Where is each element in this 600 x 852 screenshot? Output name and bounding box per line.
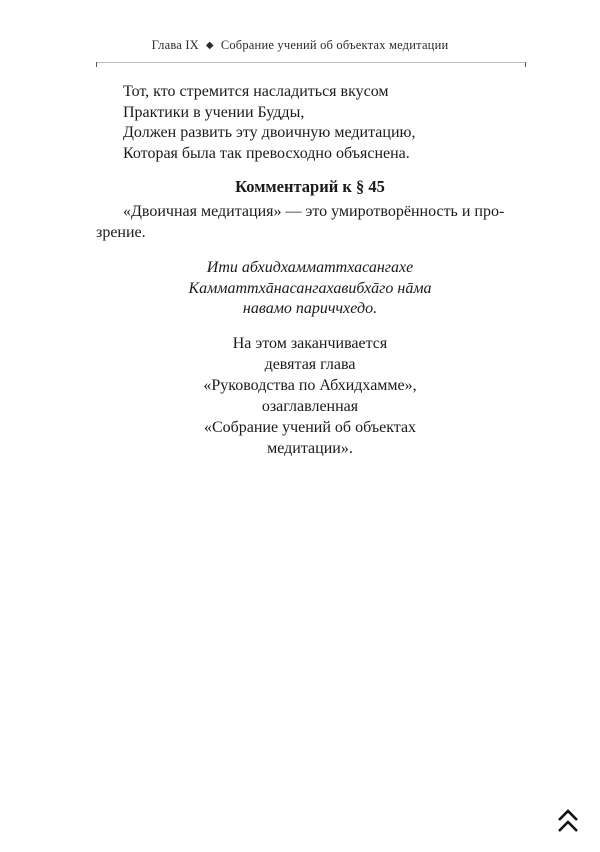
header-chapter: Глава IX	[151, 38, 199, 52]
colophon-line: «Руководства по Абхидхамме»,	[203, 377, 417, 394]
double-chevron-up-icon-graphic	[556, 808, 580, 834]
commentary-heading: Комментарий к § 45	[235, 177, 385, 196]
header-title: Собрание учений об объектах медитации	[220, 38, 449, 52]
commentary-body	[96, 201, 528, 243]
colophon-line: медитации».	[267, 440, 353, 457]
verse-line: Практики в учении Будды,	[123, 103, 305, 121]
verse-block	[123, 82, 415, 164]
pali-line: Камматтхāнасангахавибхāго нāма	[188, 279, 432, 297]
verse-line: Которая была так превосходно объяснена.	[123, 144, 410, 162]
pali-line: Ити абхидхамматтхасангахе	[206, 259, 414, 276]
double-chevron-up-icon[interactable]	[556, 808, 580, 834]
header-bullet: ◆	[205, 40, 214, 51]
commentary-line: «Двоичная медитация» — это умиротворённость и про-	[123, 203, 505, 220]
header-rule	[96, 62, 526, 63]
pali-line: навамо париччхедо.	[242, 300, 378, 317]
verse-line: Должен развить эту двоичную медитацию,	[123, 124, 416, 141]
colophon-line: «Собрание учений об объектах	[203, 419, 417, 436]
colophon-line: озаглавленная	[261, 398, 359, 415]
chapter-colophon	[0, 333, 600, 459]
pali-colophon	[0, 258, 600, 320]
colophon-line: девятая глава	[264, 356, 356, 373]
colophon-line: На этом заканчивается	[232, 335, 388, 352]
verse-line: Тот, кто стремится насладиться вкусом	[123, 83, 389, 100]
commentary-line: зрение.	[96, 224, 146, 241]
running-header	[0, 38, 600, 53]
